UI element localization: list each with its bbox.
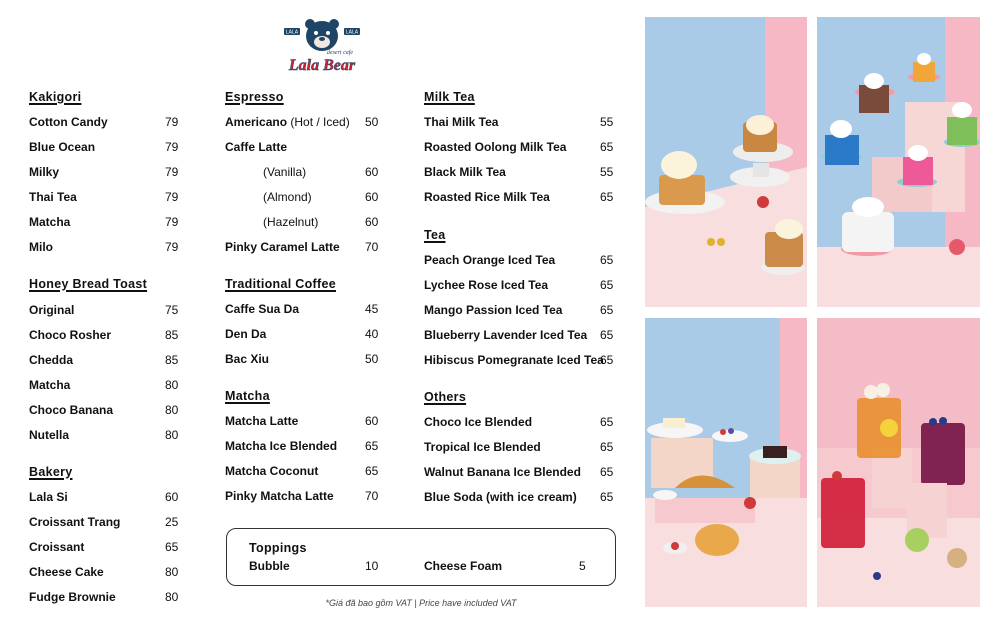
section-title-matcha: Matcha xyxy=(225,389,270,403)
item-price: 65 xyxy=(600,328,614,342)
item-name: Tropical Ice Blended xyxy=(424,440,541,454)
menu-item xyxy=(225,352,380,368)
menu-item xyxy=(225,115,380,131)
menu-item xyxy=(225,190,380,206)
item-price: 55 xyxy=(600,165,614,179)
menu-item xyxy=(29,353,179,369)
toppings-box xyxy=(226,528,616,586)
item-name: Black Milk Tea xyxy=(424,165,506,179)
item-name: Thai Milk Tea xyxy=(424,115,499,129)
menu-item xyxy=(29,490,179,506)
photo-bakery xyxy=(645,318,807,607)
item-name: (Almond) xyxy=(263,190,312,204)
item-price: 80 xyxy=(165,590,179,604)
menu-item xyxy=(225,464,380,480)
item-name: Lychee Rose Iced Tea xyxy=(424,278,549,292)
photo-kakigori xyxy=(817,17,980,307)
item-name: Matcha xyxy=(29,215,71,229)
item-price: 80 xyxy=(165,428,179,442)
item-price: 80 xyxy=(165,565,179,579)
menu-item xyxy=(29,303,179,319)
item-price: 70 xyxy=(365,489,379,503)
menu-item xyxy=(225,165,380,181)
item-name: Americano (Hot / Iced) xyxy=(225,115,350,129)
item-price: 60 xyxy=(365,190,379,204)
item-price: 55 xyxy=(600,115,614,129)
menu-item xyxy=(29,428,179,444)
menu-item xyxy=(424,415,616,431)
item-price: 79 xyxy=(165,190,179,204)
menu-item xyxy=(29,115,179,131)
menu-item xyxy=(424,115,616,131)
item-name: Cotton Candy xyxy=(29,115,108,129)
menu-item xyxy=(225,327,380,343)
topping-price: 5 xyxy=(579,559,586,573)
item-price: 50 xyxy=(365,352,379,366)
item-name: Milky xyxy=(29,165,60,179)
item-name: Matcha Latte xyxy=(225,414,299,428)
section-title-espresso: Espresso xyxy=(225,90,284,104)
item-name: Roasted Rice Milk Tea xyxy=(424,190,550,204)
section-title-others: Others xyxy=(424,390,467,404)
logo-sub-text: desert cafe xyxy=(326,50,354,56)
item-name: Peach Orange Iced Tea xyxy=(424,253,556,267)
item-name: Blueberry Lavender Iced Tea xyxy=(424,328,588,342)
menu-item xyxy=(225,302,380,318)
logo-name-text: Lala Bear xyxy=(288,57,356,74)
item-name: Caffe Sua Da xyxy=(225,302,300,316)
item-name: Croissant Trang xyxy=(29,515,121,529)
menu-item xyxy=(29,240,179,256)
item-price: 65 xyxy=(600,440,614,454)
menu-item xyxy=(29,403,179,419)
topping-name: Cheese Foam xyxy=(424,559,503,573)
menu-item xyxy=(29,328,179,344)
item-price: 65 xyxy=(365,439,379,453)
item-name: Cheese Cake xyxy=(29,565,104,579)
item-price: 60 xyxy=(165,490,179,504)
menu-item xyxy=(424,440,616,456)
item-name: Pinky Matcha Latte xyxy=(225,489,334,503)
topping-price: 10 xyxy=(365,559,379,573)
item-name: Bac Xiu xyxy=(225,352,270,366)
item-price: 80 xyxy=(165,403,179,417)
item-price: 65 xyxy=(600,415,614,429)
item-name: Lala Si xyxy=(29,490,68,504)
photo-iced-tea xyxy=(817,318,980,607)
item-price: 79 xyxy=(165,240,179,254)
logo-top-left-text: LALA xyxy=(285,29,299,36)
item-price: 65 xyxy=(600,353,614,367)
menu-item xyxy=(225,240,380,256)
item-price: 60 xyxy=(365,165,379,179)
item-name: Nutella xyxy=(29,428,70,442)
section-title-tea: Tea xyxy=(424,228,446,242)
item-price: 65 xyxy=(600,490,614,504)
item-name: Original xyxy=(29,303,75,317)
vat-footnote: *Giá đã bao gồm VAT | Price have included VAT xyxy=(325,598,517,608)
item-price: 60 xyxy=(365,414,379,428)
item-price: 40 xyxy=(365,327,379,341)
item-price: 65 xyxy=(600,140,614,154)
item-price: 60 xyxy=(365,215,379,229)
item-name: (Vanilla) xyxy=(263,165,307,179)
menu-item xyxy=(225,489,380,505)
item-price: 25 xyxy=(165,515,179,529)
item-price: 65 xyxy=(600,465,614,479)
item-name: Roasted Oolong Milk Tea xyxy=(424,140,567,154)
item-name: Choco Rosher xyxy=(29,328,112,342)
menu-item xyxy=(29,378,179,394)
item-price: 79 xyxy=(165,165,179,179)
item-name: (Hazelnut) xyxy=(263,215,319,229)
menu-item xyxy=(424,278,616,294)
section-title-bakery: Bakery xyxy=(29,465,73,479)
item-price: 75 xyxy=(165,303,179,317)
menu-item xyxy=(29,215,179,231)
item-name: Mango Passion Iced Tea xyxy=(424,303,563,317)
item-price: 65 xyxy=(600,253,614,267)
item-name: Thai Tea xyxy=(29,190,77,204)
toppings-title: Toppings xyxy=(249,541,307,555)
item-name: Den Da xyxy=(225,327,267,341)
menu-item xyxy=(424,253,616,269)
menu-item xyxy=(29,565,179,581)
item-name: Pinky Caramel Latte xyxy=(225,240,340,254)
item-name: Milo xyxy=(29,240,53,254)
item-price: 65 xyxy=(365,464,379,478)
menu-item xyxy=(29,515,179,531)
menu-item xyxy=(424,490,616,506)
item-price: 65 xyxy=(165,540,179,554)
item-price: 45 xyxy=(365,302,379,316)
item-name: Matcha xyxy=(29,378,71,392)
menu-item xyxy=(225,140,380,156)
item-name: Choco Ice Blended xyxy=(424,415,533,429)
menu-item xyxy=(424,165,616,181)
menu-item xyxy=(225,439,380,455)
menu-item xyxy=(424,353,616,369)
menu-item xyxy=(29,140,179,156)
menu-item xyxy=(225,414,380,430)
item-name: Caffe Latte xyxy=(225,140,288,154)
item-name: Choco Banana xyxy=(29,403,114,417)
item-price: 65 xyxy=(600,278,614,292)
item-price: 79 xyxy=(165,140,179,154)
item-price: 85 xyxy=(165,353,179,367)
menu-item xyxy=(29,190,179,206)
brand-logo xyxy=(280,14,364,74)
item-name: Fudge Brownie xyxy=(29,590,116,604)
menu-item xyxy=(424,140,616,156)
item-name: Croissant xyxy=(29,540,85,554)
section-title-milk-tea: Milk Tea xyxy=(424,90,475,104)
item-name: Blue Ocean xyxy=(29,140,96,154)
menu-item xyxy=(424,190,616,206)
section-title-honey-bread-toast: Honey Bread Toast xyxy=(29,277,148,291)
item-name: Matcha Coconut xyxy=(225,464,319,478)
item-name: Chedda xyxy=(29,353,74,367)
item-price: 65 xyxy=(600,303,614,317)
menu-item xyxy=(424,465,616,481)
topping-name: Bubble xyxy=(249,559,290,573)
item-price: 50 xyxy=(365,115,379,129)
menu-item xyxy=(29,590,179,606)
menu-item xyxy=(225,215,380,231)
section-title-kakigori: Kakigori xyxy=(29,90,82,104)
menu-item xyxy=(29,540,179,556)
item-name: Walnut Banana Ice Blended xyxy=(424,465,581,479)
item-name: Hibiscus Pomegranate Iced Tea xyxy=(424,353,604,367)
menu-item xyxy=(424,328,616,344)
item-name: Blue Soda (with ice cream) xyxy=(424,490,577,504)
item-price: 65 xyxy=(600,190,614,204)
item-name: Matcha Ice Blended xyxy=(225,439,338,453)
menu-item xyxy=(29,165,179,181)
section-title-traditional-coffee: Traditional Coffee xyxy=(225,277,336,291)
item-price: 79 xyxy=(165,115,179,129)
item-price: 79 xyxy=(165,215,179,229)
logo-top-right-text: LALA xyxy=(345,29,359,36)
item-price: 80 xyxy=(165,378,179,392)
item-price: 70 xyxy=(365,240,379,254)
photo-honey-toast xyxy=(645,17,807,307)
menu-item xyxy=(424,303,616,319)
item-price: 85 xyxy=(165,328,179,342)
item-option: (Hot / Iced) xyxy=(290,115,350,129)
